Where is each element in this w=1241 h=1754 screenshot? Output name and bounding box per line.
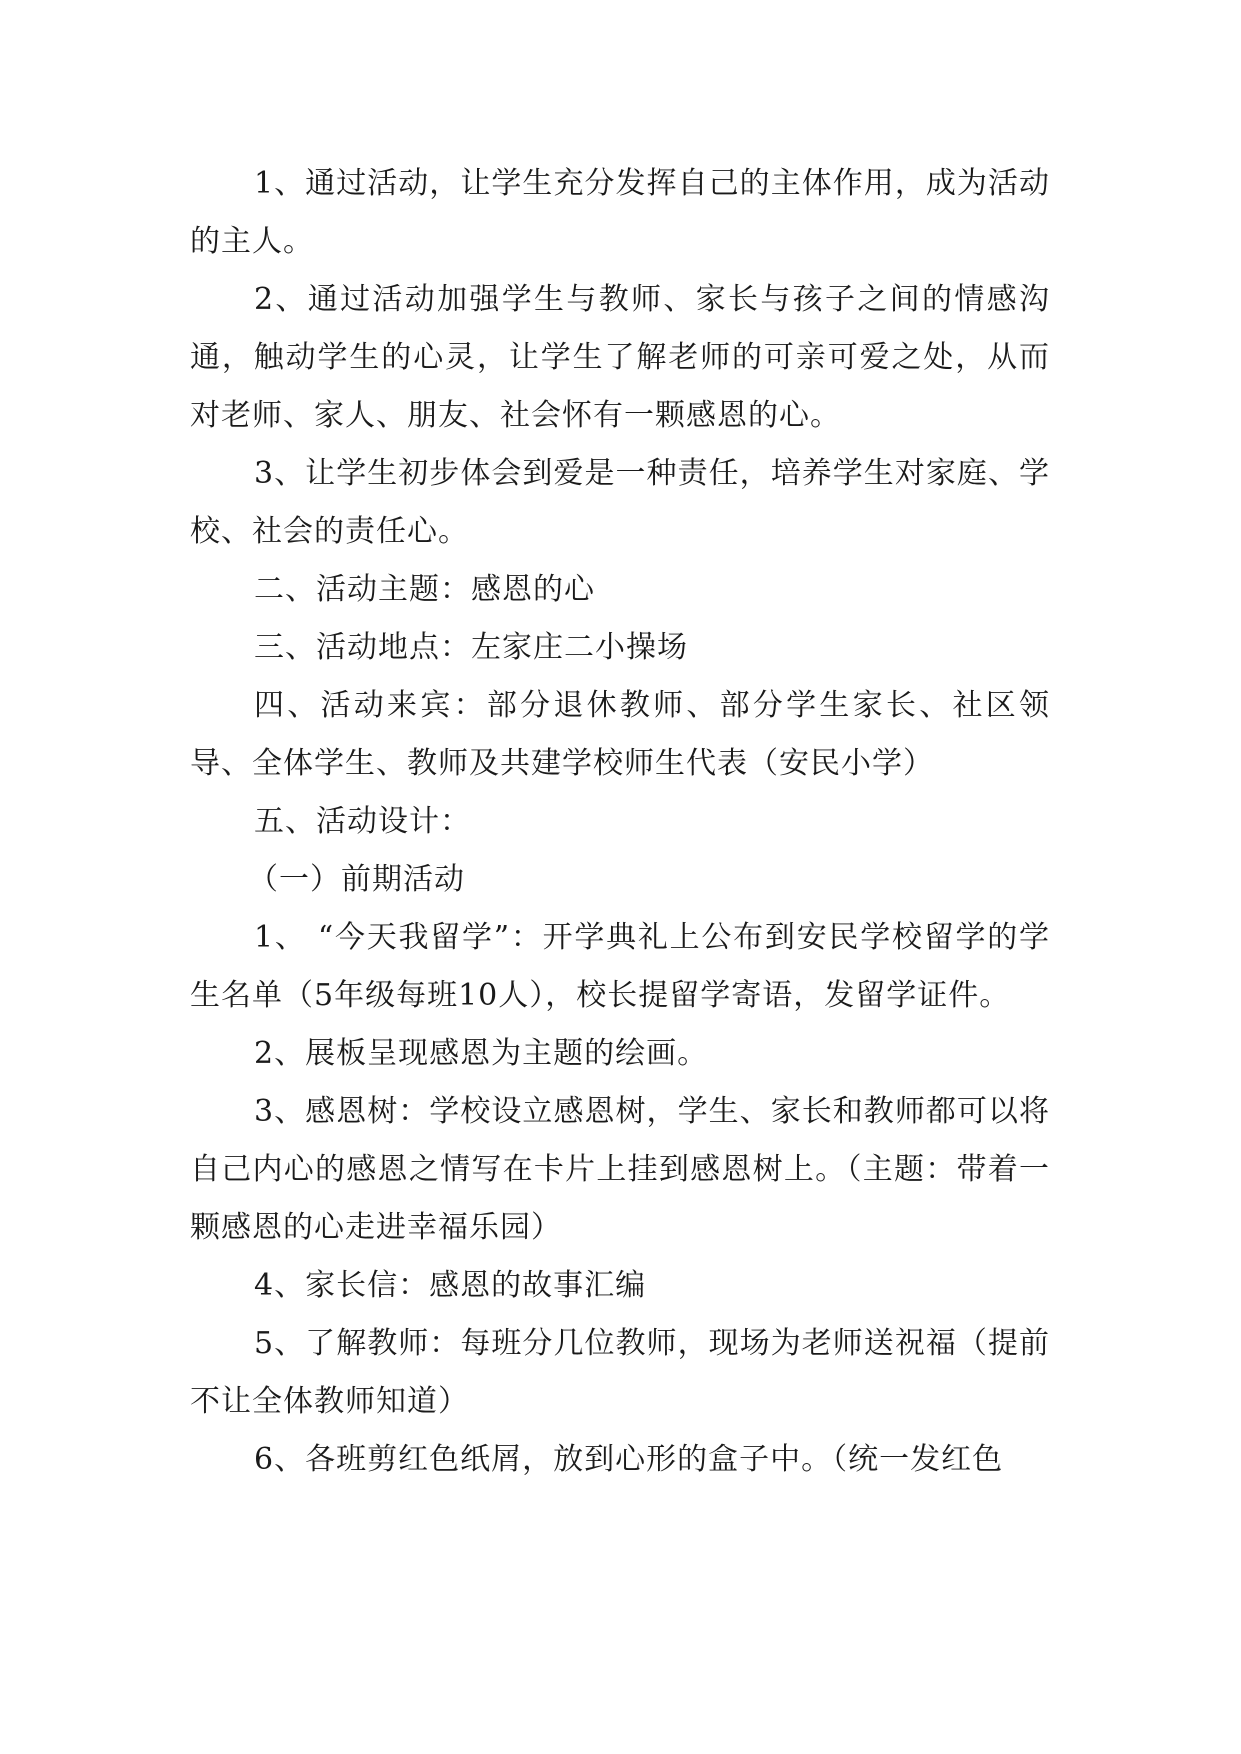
paragraph-activity-1: 1、 “今天我留学”：开学典礼上公布到安民学校留学的学生名单（5年级每班10人），校长提留学寄语，发留学证件。: [190, 920, 1050, 1013]
paragraph-activity-6: 6、各班剪红色纸屑，放到心形的盒子中。（统一发红色: [254, 1442, 1004, 1477]
paragraph-goal-2: 2、通过活动加强学生与教师、家长与孩子之间的情感沟通，触动学生的心灵，让学生了解老师的可亲可爱之处，从而对老师、家人、朋友、社会怀有一颗感恩的心。: [190, 282, 1050, 433]
document-body: [190, 155, 1050, 1489]
paragraph-activity-4: 4、家长信：感恩的故事汇编: [254, 1268, 647, 1303]
paragraph-activity-3: 3、感恩树：学校设立感恩树，学生、家长和教师都可以将自己内心的感恩之情写在卡片上挂到感恩树上。（主题：带着一颗感恩的心走进幸福乐园）: [190, 1094, 1050, 1245]
paragraph-theme: 二、活动主题：感恩的心: [254, 572, 595, 607]
paragraph-location: 三、活动地点：左家庄二小操场: [254, 630, 688, 665]
paragraph-activity-2: 2、展板呈现感恩为主题的绘画。: [254, 1036, 709, 1071]
paragraph-design-heading: 五、活动设计：: [254, 804, 471, 839]
paragraph-activity-5: 5、了解教师：每班分几位教师，现场为老师送祝福（提前不让全体教师知道）: [190, 1326, 1050, 1419]
paragraph-goal-1: 1、通过活动，让学生充分发挥自己的主体作用，成为活动的主人。: [190, 166, 1050, 259]
paragraph-goal-3: 3、让学生初步体会到爱是一种责任，培养学生对家庭、学校、社会的责任心。: [190, 456, 1050, 549]
paragraph-early-activities-heading: （一）前期活动: [248, 862, 465, 897]
paragraph-guests: 四、活动来宾：部分退休教师、部分学生家长、社区领导、全体学生、教师及共建学校师生代表（安民小学）: [190, 688, 1050, 781]
